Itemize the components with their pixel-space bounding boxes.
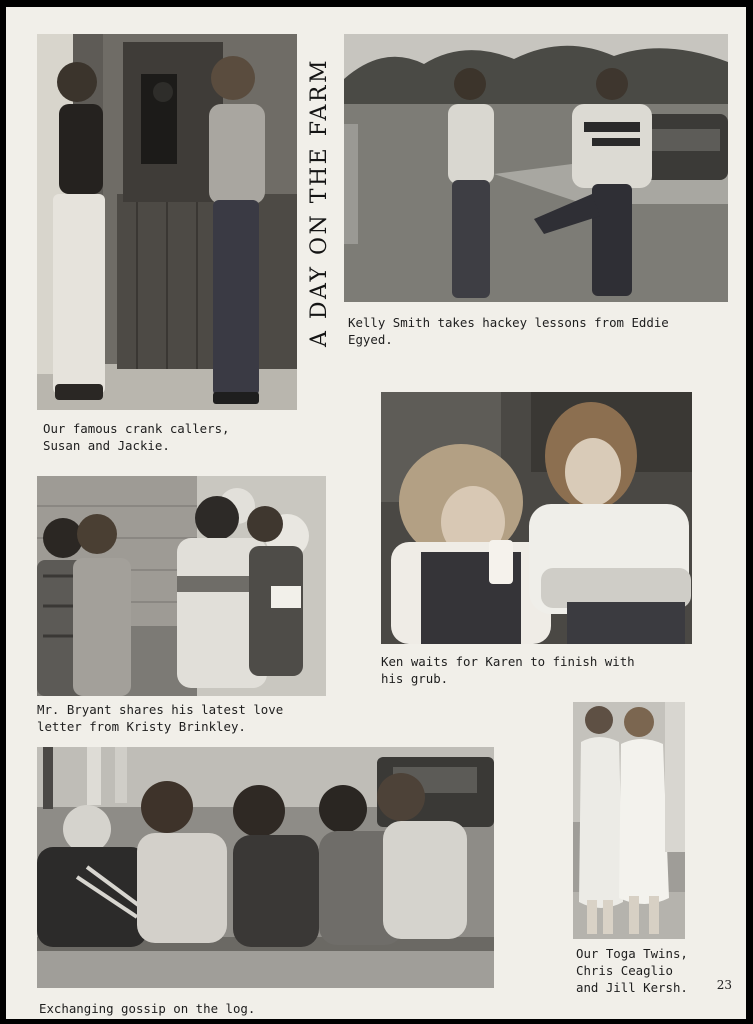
photo-toga-twins	[573, 702, 685, 939]
photo-mr-bryant	[37, 476, 326, 696]
yearbook-page	[6, 7, 746, 1019]
caption-ken-karen: Ken waits for Karen to finish with his grub.	[381, 654, 635, 686]
photo-ken-karen	[381, 392, 692, 644]
photo-hackey-lessons	[344, 34, 728, 302]
caption-gossip: Exchanging gossip on the log.	[39, 1001, 256, 1016]
caption-crank-callers: Our famous crank callers, Susan and Jackie.	[43, 421, 230, 453]
caption-mr-bryant: Mr. Bryant shares his latest love letter from Kristy Brinkley.	[37, 702, 284, 734]
caption-toga-twins: Our Toga Twins, Chris Ceaglio and Jill Kersh.	[576, 946, 688, 995]
page-title-text: A DAY ON THE FARM	[307, 57, 333, 347]
page-title	[302, 37, 338, 367]
photo-gossip-log	[37, 747, 494, 988]
caption-hackey: Kelly Smith takes hackey lessons from Eddie Egyed.	[348, 315, 669, 347]
photo-crank-callers	[37, 34, 297, 410]
page-number: 23	[716, 978, 732, 992]
